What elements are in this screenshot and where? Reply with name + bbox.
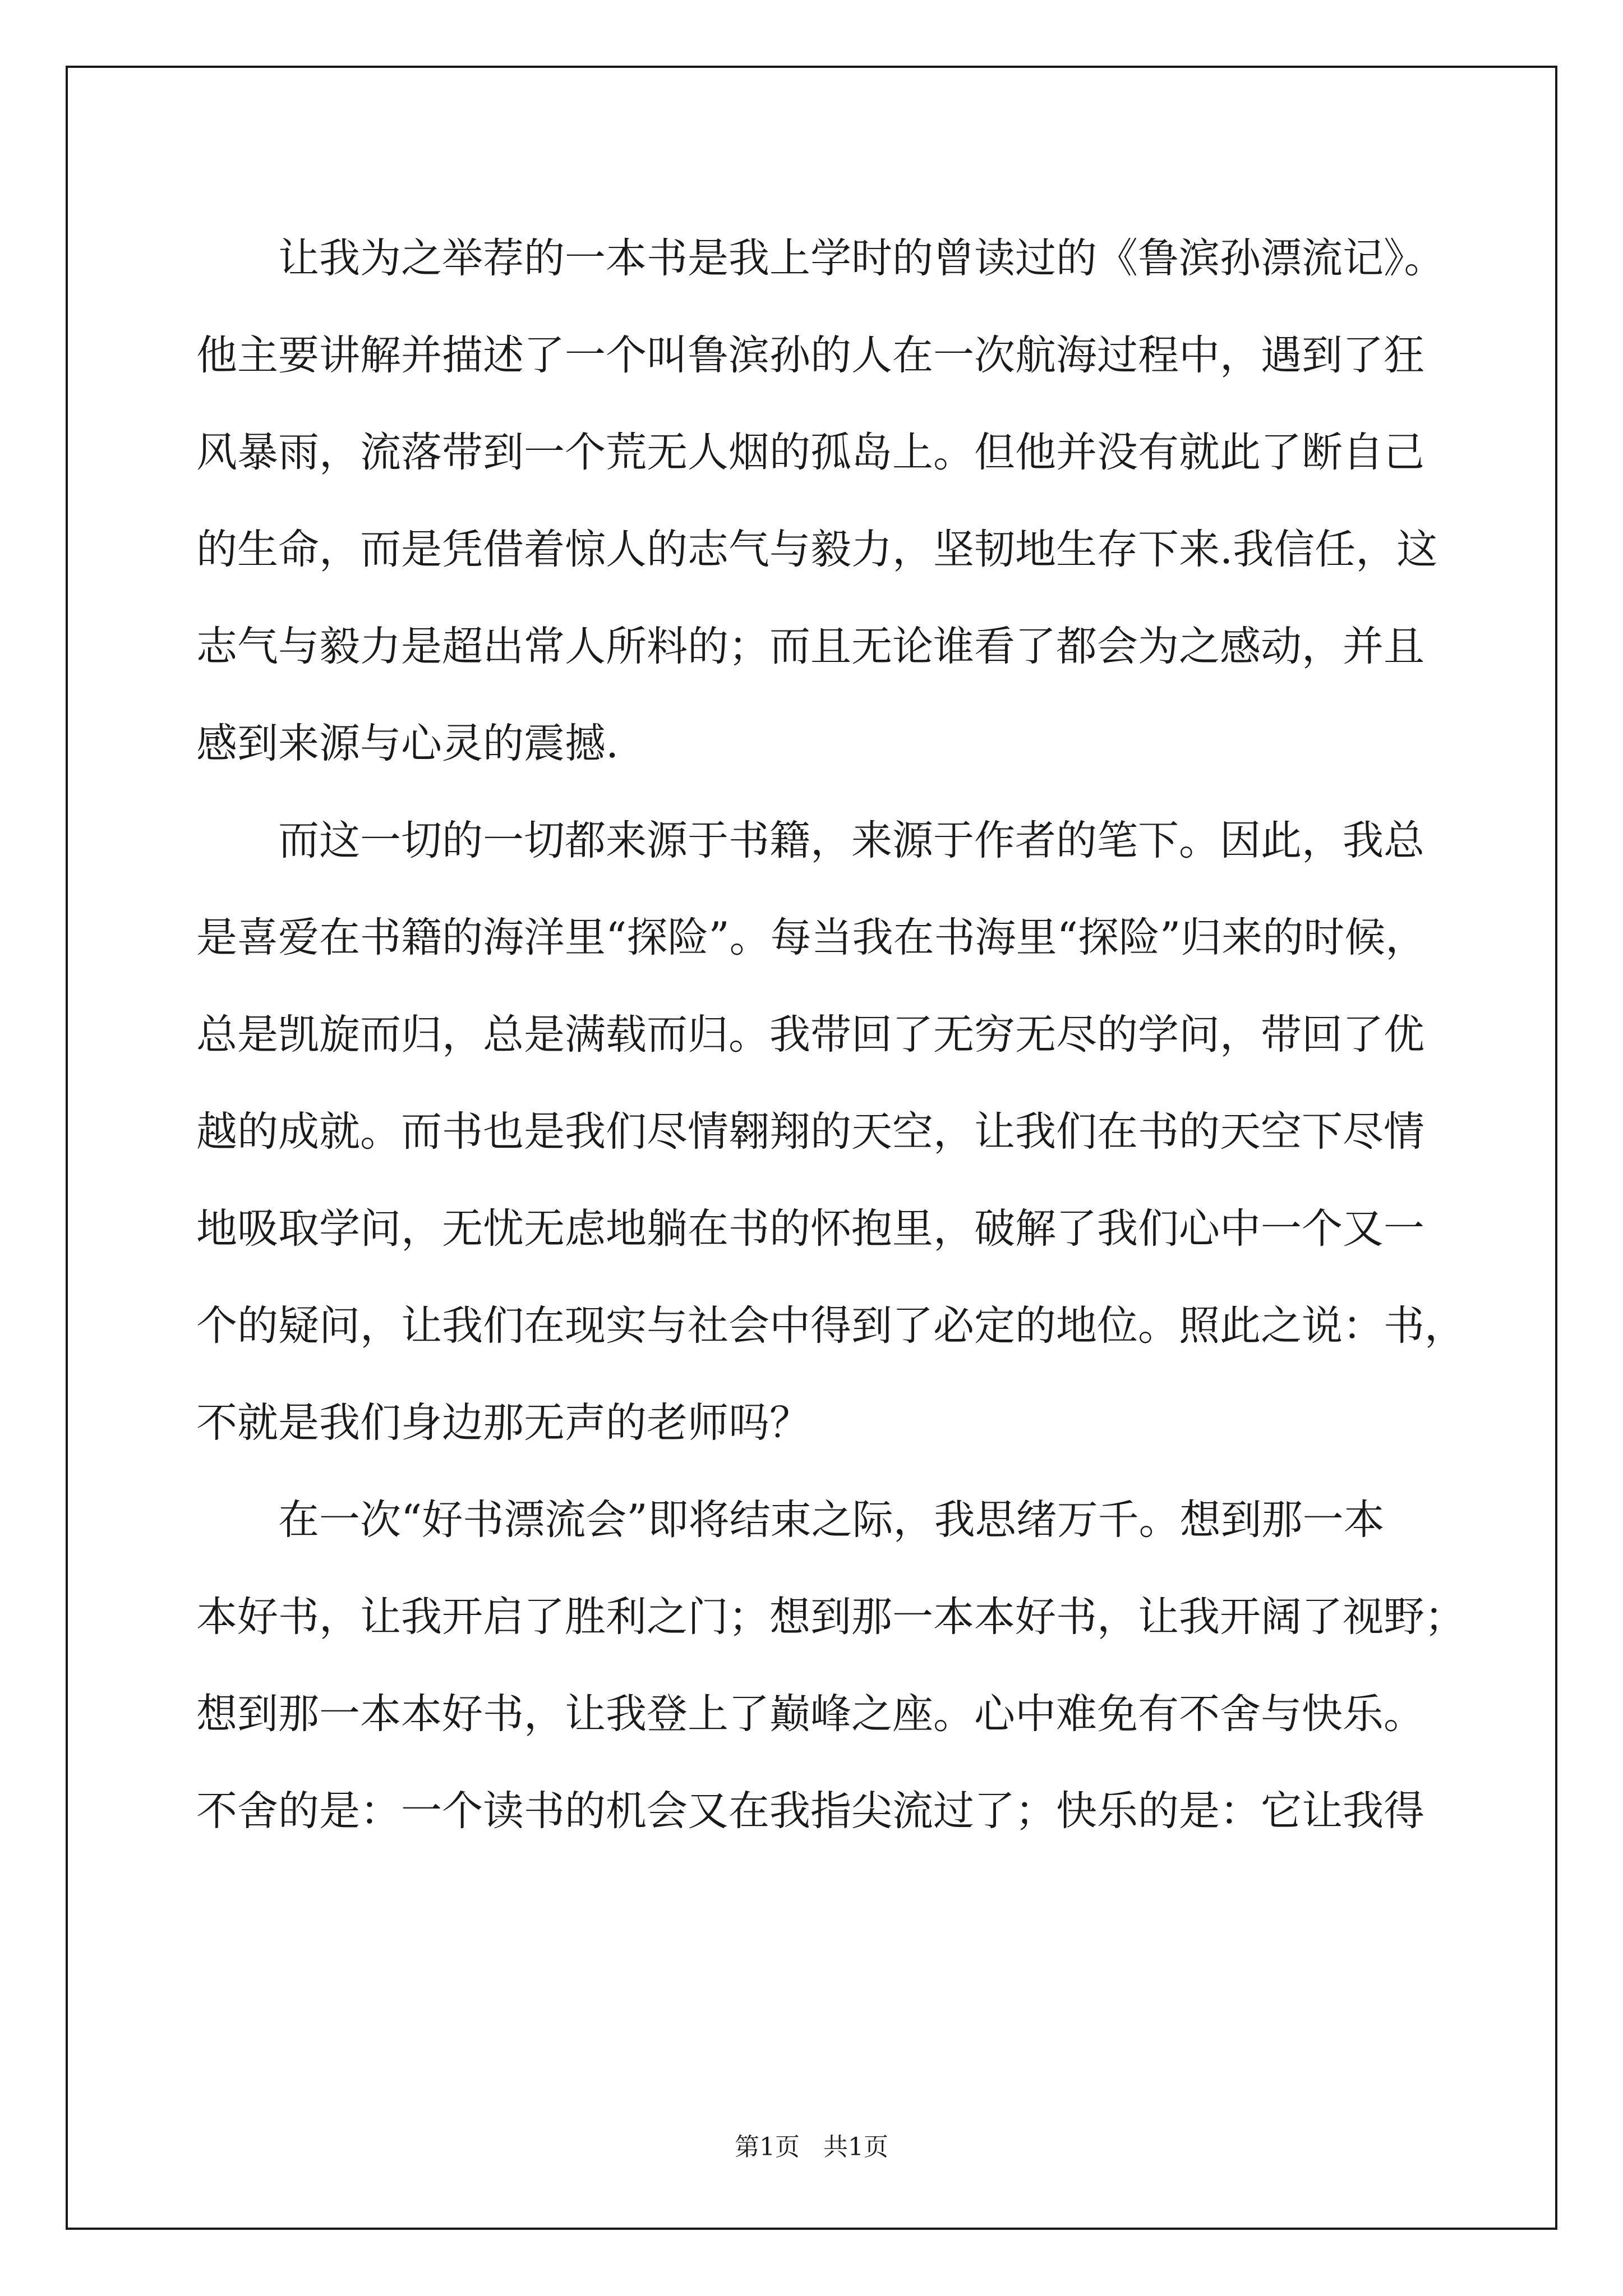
text-line: 不舍的是：一个读书的机会又在我指尖流过了；快乐的是：它让我得 [196, 1787, 1424, 1835]
text-line: 他主要讲解并描述了一个叫鲁滨孙的人在一次航海过程中，遇到了狂 [196, 332, 1424, 379]
text-line: 的生命，而是凭借着惊人的志气与毅力，坚韧地生存下来.我信任，这 [196, 526, 1438, 573]
text-line: 本好书，让我开启了胜利之门；想到那一本本好书，让我开阔了视野； [196, 1593, 1465, 1641]
text-line: 在一次“好书漂流会”即将结束之际，我思绪万千。想到那一本 [278, 1496, 1385, 1544]
text-line: 而这一切的一切都来源于书籍，来源于作者的笔下。因此，我总 [278, 817, 1424, 864]
text-line: 是喜爱在书籍的海洋里“探险”。每当我在书海里“探险”归来的时候， [196, 914, 1427, 961]
text-line: 感到来源与心灵的震撼. [196, 720, 619, 767]
text-line: 地吸取学问，无忧无虑地躺在书的怀抱里，破解了我们心中一个又一 [196, 1205, 1424, 1253]
text-line: 让我为之举荐的一本书是我上学时的曾读过的《鲁滨孙漂流记》。 [278, 234, 1445, 282]
text-line: 志气与毅力是超出常人所料的；而且无论谁看了都会为之感动，并且 [196, 623, 1424, 670]
text-line: 想到那一本本好书，让我登上了巅峰之座。心中难免有不舍与快乐。 [196, 1690, 1424, 1738]
document-body [196, 210, 1465, 1860]
text-line: 不就是我们身边那无声的老师吗？ [196, 1399, 810, 1447]
text-line: 风暴雨，流落带到一个荒无人烟的孤岛上。但他并没有就此了断自己 [196, 429, 1424, 476]
text-line: 个的疑问，让我们在现实与社会中得到了必定的地位。照此之说：书， [196, 1302, 1465, 1350]
page-footer: 第1页 共1页 [735, 2133, 888, 2161]
text-line: 总是凯旋而归，总是满载而归。我带回了无穷无尽的学问，带回了优 [196, 1011, 1424, 1059]
text-line: 越的成就。而书也是我们尽情翱翔的天空，让我们在书的天空下尽情 [196, 1108, 1424, 1156]
